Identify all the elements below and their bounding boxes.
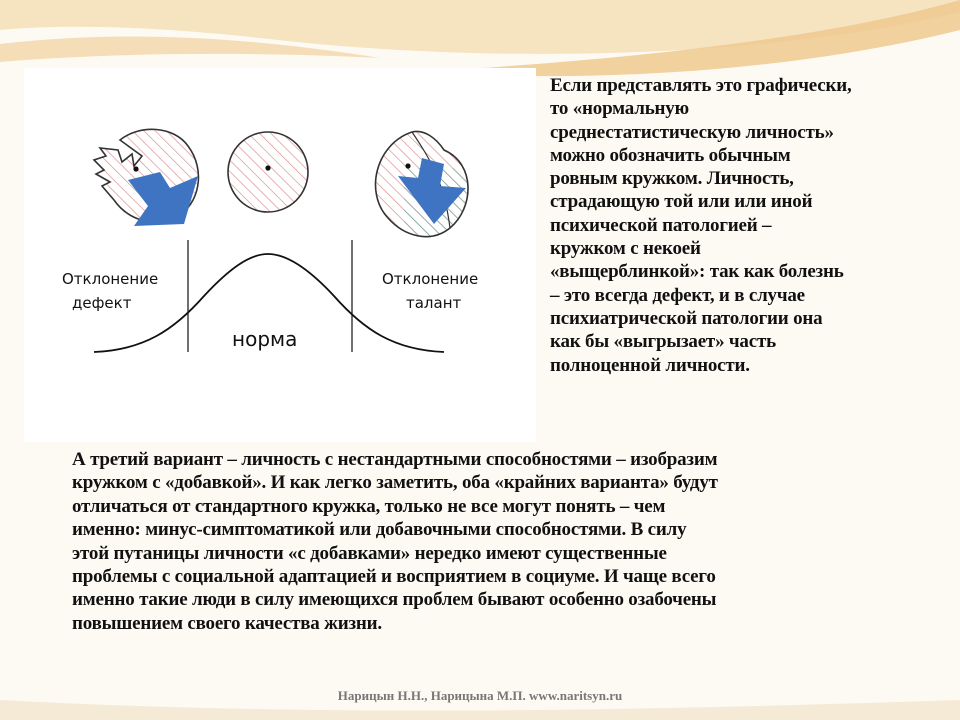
personality-figure (24, 68, 536, 442)
main-text-line: повышением своего качества жизни. (72, 612, 382, 634)
footer-credit: Нарицын Н.Н., Нарицына М.П. www.naritsyn.ru (337, 688, 623, 703)
side-text-line: полноценной личности. (550, 354, 750, 376)
side-text-line: кружком с некоей (550, 238, 701, 260)
main-text-line: А третий вариант – личность с нестандартными способностями – изобразим (72, 449, 718, 470)
main-text-line: кружком с «добавкой». И как легко заметить, оба «крайних варианта» будут (72, 472, 718, 494)
side-text-line: страдающую той или или иной (550, 191, 813, 213)
main-text-line: отличаться от стандартного кружка, только не все могут понять – чем (72, 495, 666, 517)
side-paragraph (550, 74, 945, 377)
left-deviation-label (62, 270, 158, 312)
main-text-line: проблемы с социальной адаптацией и восприятием в социуме. И чаще всего (72, 566, 716, 588)
side-text-line: можно обозначить обычным (550, 144, 791, 166)
main-text-line: этой путаницы личности «с добавками» нередко имеют существенные (72, 542, 667, 564)
right-deviation-label (382, 270, 478, 312)
main-paragraph (72, 448, 927, 635)
main-text-line: именно: минус-симптоматикой или добавочными способностями. В силу (72, 519, 687, 541)
side-text-line: среднестатистическую личность» (550, 121, 834, 143)
side-text-line: – это всегда дефект, и в случае (550, 284, 805, 306)
normal-circle (228, 132, 308, 212)
side-text-line: психиатрической патологии она (550, 307, 823, 329)
right-label-line1: Отклонение (382, 270, 479, 288)
right-label-line2: талант (406, 294, 462, 312)
left-label-line2: дефект (72, 294, 132, 312)
side-text-line: то «нормальную (550, 98, 689, 120)
main-text-line: именно такие люди в силу имеющихся проблем бывают особенно озабочены (72, 589, 717, 611)
side-text-line: «выщерблинкой»: так как болезнь (550, 261, 844, 283)
left-label-line1: Отклонение (62, 270, 159, 288)
side-text-line: ровным кружком. Личность, (550, 168, 794, 190)
side-text-line: как бы «выгрызает» часть (550, 331, 776, 353)
figure-panel (24, 68, 536, 442)
side-text-line: Если представлять это графически, (550, 75, 852, 96)
norm-label: норма (232, 327, 298, 351)
side-text-line: психической патологией – (550, 214, 772, 236)
